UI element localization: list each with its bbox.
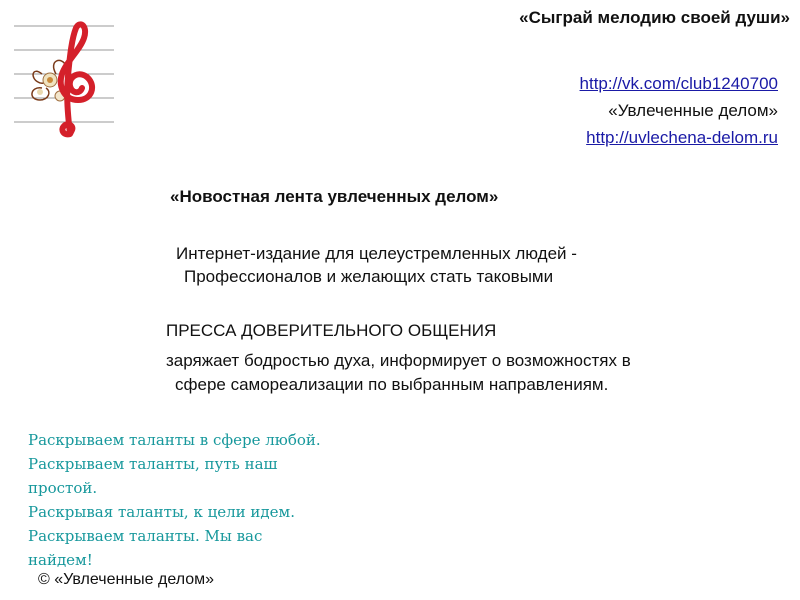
treble-clef-icon <box>12 16 116 144</box>
site-link[interactable]: http://uvlechena-delom.ru <box>586 128 778 147</box>
description <box>176 242 736 288</box>
poem-line: Раскрываем таланты в сфере любой. <box>28 431 321 449</box>
poem <box>28 428 428 572</box>
press-title: ПРЕССА ДОВЕРИТЕЛЬНОГО ОБЩЕНИЯ <box>166 321 497 340</box>
description-line: Профессионалов и желающих стать таковыми <box>184 267 554 286</box>
poem-line: Раскрываем таланты, путь наш <box>28 455 278 473</box>
poem-line: Раскрывая таланты, к цели идем. <box>28 503 295 521</box>
links-block <box>580 70 778 151</box>
poem-line: простой. <box>28 479 98 497</box>
project-name: «Увлеченные делом» <box>608 101 778 120</box>
slogan: «Сыграй мелодию своей души» <box>519 8 790 27</box>
description-line: Интернет-издание для целеустремленных людей - <box>176 244 577 263</box>
poem-line: найдем! <box>28 551 93 569</box>
copyright: © «Увлеченные делом» <box>38 571 214 588</box>
logo <box>12 16 116 144</box>
vk-link[interactable]: http://vk.com/club1240700 <box>579 74 778 93</box>
headline: «Новостная лента увлеченных делом» <box>170 187 499 206</box>
press-text-line: заряжает бодростью духа, информирует о возможностях в <box>166 351 631 370</box>
press-text-line: сфере самореализации по выбранным направлениям. <box>175 375 609 394</box>
press-text <box>166 349 781 397</box>
poem-line: Раскрываем таланты. Мы вас <box>28 527 263 545</box>
